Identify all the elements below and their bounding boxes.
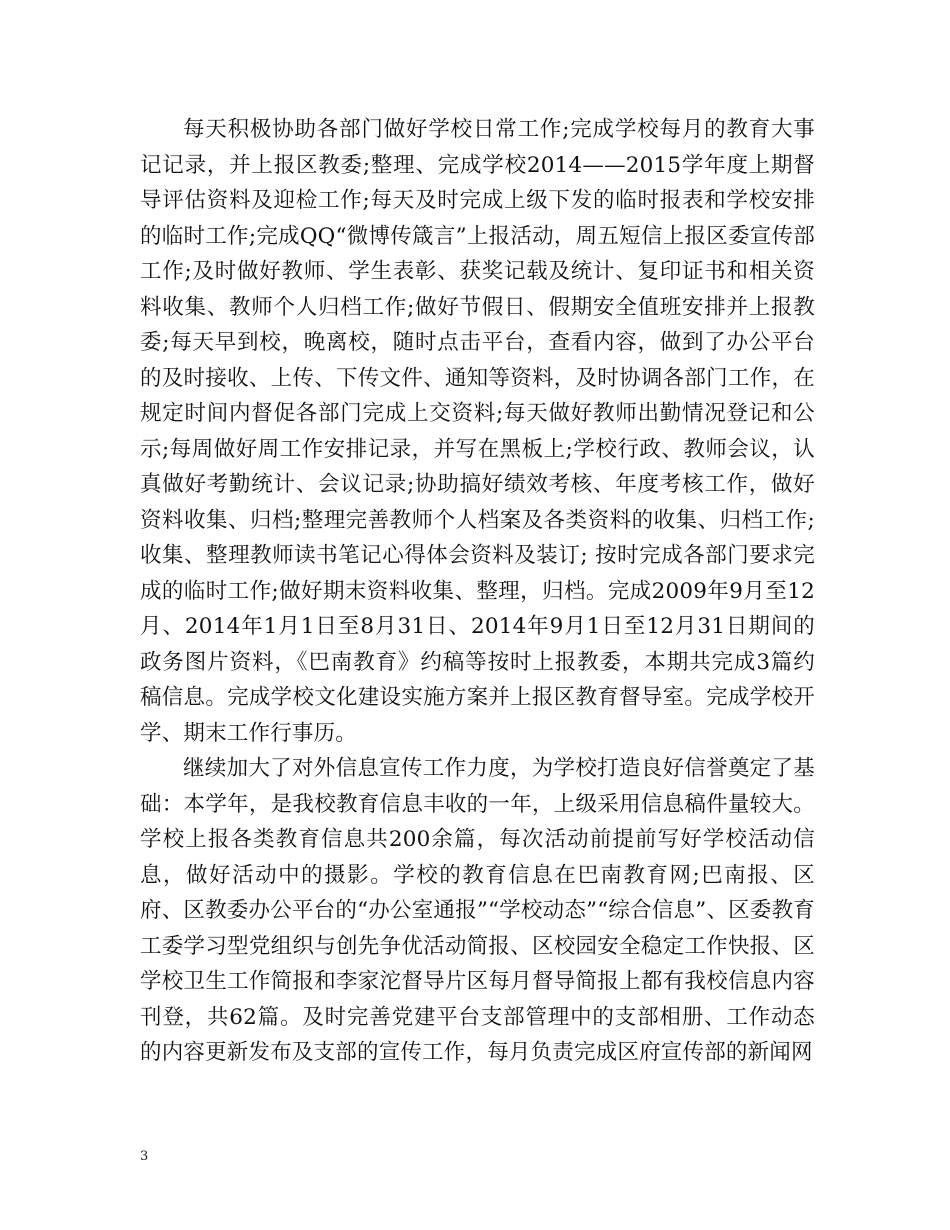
paragraph-1: 每天积极协助各部门做好学校日常工作;完成学校每月的教育大事记记录，并上报区教委;整理、完成学校2014——2015学年度上期督导评估资料及迎检工作;每天及时完成上级下发的临时报表和学校安排的临时工作;完成QQ“微博传箴言”上报活动，周五短信上报区委宣传部工作;及时做好教师、学生表彰、获奖记载及统计、复印证书和相关资料收集、教师个人归档工作;做好节假日、假期安全值班安排并上报教委;每天早到校，晚离校，随时点击平台，查看内容，做到了办公平台的及时接收、上传、下传文件、通知等资料，及时协调各部门工作，在规定时间内督促各部门完成上交资料;每天做好教师出勤情况登记和公示;每周做好周工作安排记录，并写在黑板上;学校行政、教师会议，认真做好考勤统计、会议记录;协助搞好绩效考核、年度考核工作，做好资料收集、归档;整理完善教师个人档案及各类资料的收集、归档工作;收集、整理教师读书笔记心得体会资料及装订; 按时完成各部门要求完成的临时工作;做好期末资料收集、整理，归档。完成2009年9月至12月、2014年1月1日至8月31日、2014年9月1日至12月31日期间的政务图片资料，《巴南教育》约稿等按时上报教委，本期共完成3篇约稿信息。完成学校文化建设实施方案并上报区教育督导室。完成学校开学、期末工作行事历。 bbox=[140, 117, 815, 746]
page-number: 3 bbox=[140, 1149, 149, 1164]
body-text bbox=[140, 112, 815, 1071]
paragraph-2: 继续加大了对外信息宣传工作力度，为学校打造良好信誉奠定了基础：本学年，是我校教育信息丰收的一年，上级采用信息稿件量较大。学校上报各类教育信息共200余篇，每次活动前提前写好学校活动信息，做好活动中的摄影。学校的教育信息在巴南教育网;巴南报、区府、区教委办公平台的“办公室通报”“学校动态”“综合信息”、区委教育工委学习型党组织与创先争优活动简报、区校园安全稳定工作快报、区学校卫生工作简报和李家沱督导片区每月督导简报上都有我校信息内容刊登，共62篇。及时完善党建平台支部管理中的支部相册、工作动态的内容更新发布及支部的宣传工作，每月负责完成区府宣传部的新闻网 bbox=[140, 756, 815, 1065]
